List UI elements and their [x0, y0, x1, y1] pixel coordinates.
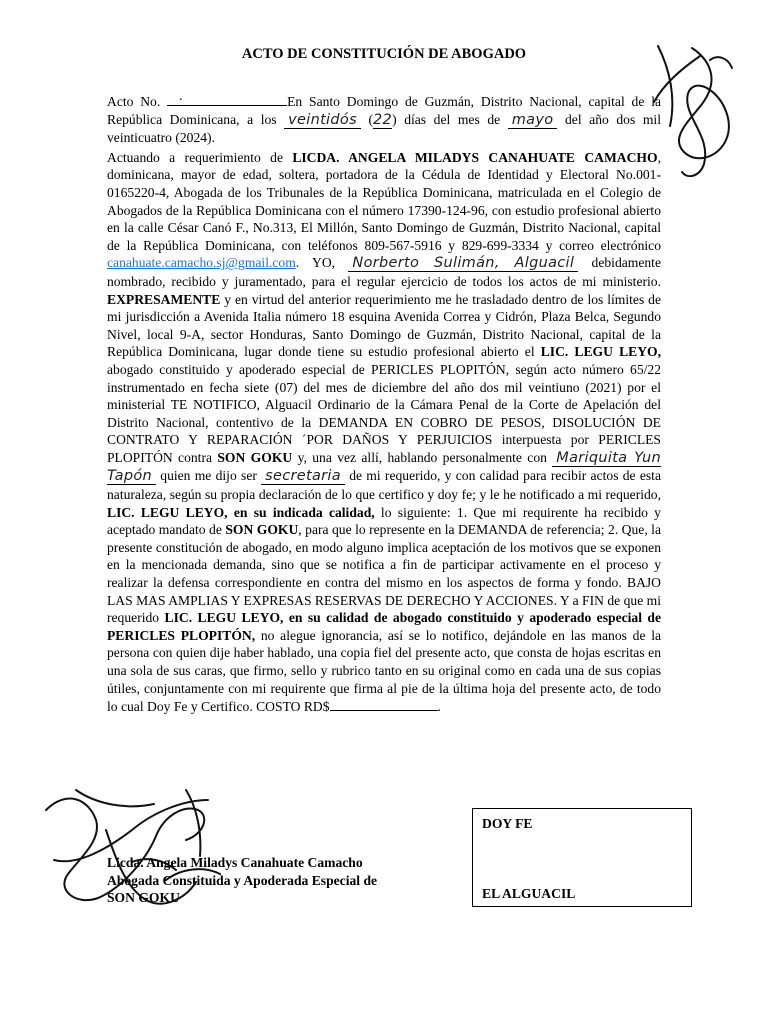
signature-line-2: Abogada Constituida y Apoderada Especial de	[107, 872, 378, 888]
intro-paragraph: Acto No. . En Santo Domingo de Guzmán, Distrito Nacional, capital de la República Dominicana, a los veintidós (22) días del mes de mayo del año dos mil veinticuatro (2024).	[107, 88, 662, 146]
main-text-2: , dominicana, mayor de edad, soltera, portadora de la Cédula de Identidad y Electoral No.001-0165220-4, Abogada de los Tribunales de la República Dominicana, matriculada en el Colegio de Abogados de la República Dominicana con el número 17390-124-96, con estudio profesional abierto en la calle César Canó F., No.313, El Millón, Santo Domingo de Guzmán, Distrito Nacional, capital de la República Dominicana, con teléfonos 809-567-5916 y 829-699-3334 y correo electrónico	[107, 149, 661, 253]
requerido-name-2: LIC. LEGU LEYO, en su indicada calidad,	[107, 504, 375, 520]
intro-part1: En Santo Domingo de Guzmán, Distrito Nacional, capital de la República Dominicana, a los	[107, 94, 662, 127]
main-text-1: Actuando a requerimiento de	[107, 149, 293, 165]
main-text-8: quien me dijo ser	[156, 468, 262, 484]
persona-handwritten: Mariquita Yun Tapón	[107, 449, 662, 485]
doy-fe-box	[472, 808, 692, 907]
main-text-6: abogado constituido y apoderado especial de PERICLES PLOPITÓN, según acto número 65/22 instrumentado en fecha siete (07) del mes de diciembre del año dos mil veintiuno (2021) por el ministerial TE NOTIFICO, Alguacil Ordinario de la Cámara Penal de la Corte de Apelación del Distrito Nacional, contentivo de la DEMANDA EN COBRO DE PESOS, DISOLUCIÓN DE CONTRATO Y REPARACIÓN ´POR DAÑOS Y PERJUICIOS interpuesta por PERICLES PLOPITÓN contra	[107, 361, 661, 465]
mes-handwritten: mayo	[508, 112, 558, 129]
main-paragraph	[107, 149, 661, 716]
main-text-7: y, una vez allí, hablando personalmente con	[292, 449, 553, 465]
costo-blank	[330, 697, 438, 711]
acto-number: .	[179, 88, 183, 103]
main-text-10: lo siguiente: 1. Que mi requirente ha recibido y aceptado mandato de	[107, 504, 661, 538]
requerido-name-1: LIC. LEGU LEYO,	[540, 344, 661, 360]
main-text-12: no alegue ignorancia, así se lo notifico, dejándole en las manos de la persona con quien dije haber hablado, una copia fiel del presente acto, que consta de hojas escritas en una sola de sus caras, que firmo, sello y rubrico tanto en su original como en cada una de sus copias útiles, conjuntamente con mi requirente que firma al pie de la última hoja del presente acto, de todo lo cual Doy Fe y Certifico. COSTO RD$	[107, 627, 662, 715]
main-text-4: debidamente nombrado, recibido y juramentado, para el regular ejercicio de todos los actos de mi ministerio.	[107, 255, 661, 289]
dia-numero-handwritten: 22	[373, 111, 393, 128]
main-text-9: de mi requerido, y con calidad para recibir actos de esta naturaleza, según su propia declaración de lo que certifico y doy fe; y le he notificado a mi requerido,	[107, 468, 661, 503]
intro-part2: días del mes de	[404, 111, 501, 127]
signature-line-3: SON GOKU	[107, 890, 180, 906]
main-text-3: . YO,	[295, 255, 349, 271]
main-text-13: .	[437, 699, 441, 715]
intro-part3: del año dos mil veinticuatro (2024).	[107, 111, 661, 146]
demandado-name-2: SON GOKU	[225, 522, 299, 538]
document-title: ACTO DE CONSTITUCIÓN DE ABOGADO	[241, 46, 527, 62]
demandado-name-1: SON GOKU	[217, 449, 293, 465]
alguacil-handwritten: Norberto Sulimán, Alguacil	[348, 255, 578, 272]
requirente-name: LICDA. ANGELA MILADYS CANAHUATE CAMACHO	[292, 149, 658, 165]
main-text-11: , para que lo represente en la DEMANDA de referencia; 2. Que, la presente constitución de abogado, en modo alguno implica aceptación de los motivos que se exponen en la mencionada demanda, sino que se notifica a fin de participar activamente en el proceso y realizar la defensa correspondiente en contra del mismo en los aspectos de forma y fondo. BAJO LAS MAS AMPLIAS Y EXPRESAS RESERVAS DE DERECHO Y ACCIONES. Y a FIN de que mi requerido	[107, 522, 661, 626]
document-body	[107, 88, 662, 716]
acto-number-blank	[167, 88, 287, 106]
alguacil-label: EL ALGUACIL	[482, 886, 576, 901]
email-link[interactable]: canahuate.camacho.sj@gmail.com	[107, 255, 296, 271]
signature-block	[107, 854, 427, 907]
expresamente-bold: EXPRESAMENTE	[107, 291, 221, 307]
doy-fe-label: DOY FE	[482, 816, 533, 831]
main-text-5: y en virtud del anterior requerimiento me he trasladado dentro de los límites de mi jurisdicción a Avenida Italia número 18 esquina Avenida Correa y Cidrón, Plaza Belca, Segundo Nivel, local 9-A, sector Honduras, Santo Domingo de Guzmán, Distrito Nacional, capital de la República Dominicana, lugar donde tiene su estudio profesional abierto el	[107, 291, 661, 360]
signature-line-1: Licda. Angela Miladys Canahuate Camacho	[107, 855, 363, 870]
dia-letras-handwritten: veintidós	[284, 112, 361, 129]
acto-label: Acto No.	[107, 94, 161, 109]
requerido-name-3: LIC. LEGU LEYO, en su calidad de abogado constituido y apoderado especial de PERICLES PLOPITÓN,	[107, 610, 662, 643]
cargo-handwritten: secretaria	[261, 468, 345, 485]
